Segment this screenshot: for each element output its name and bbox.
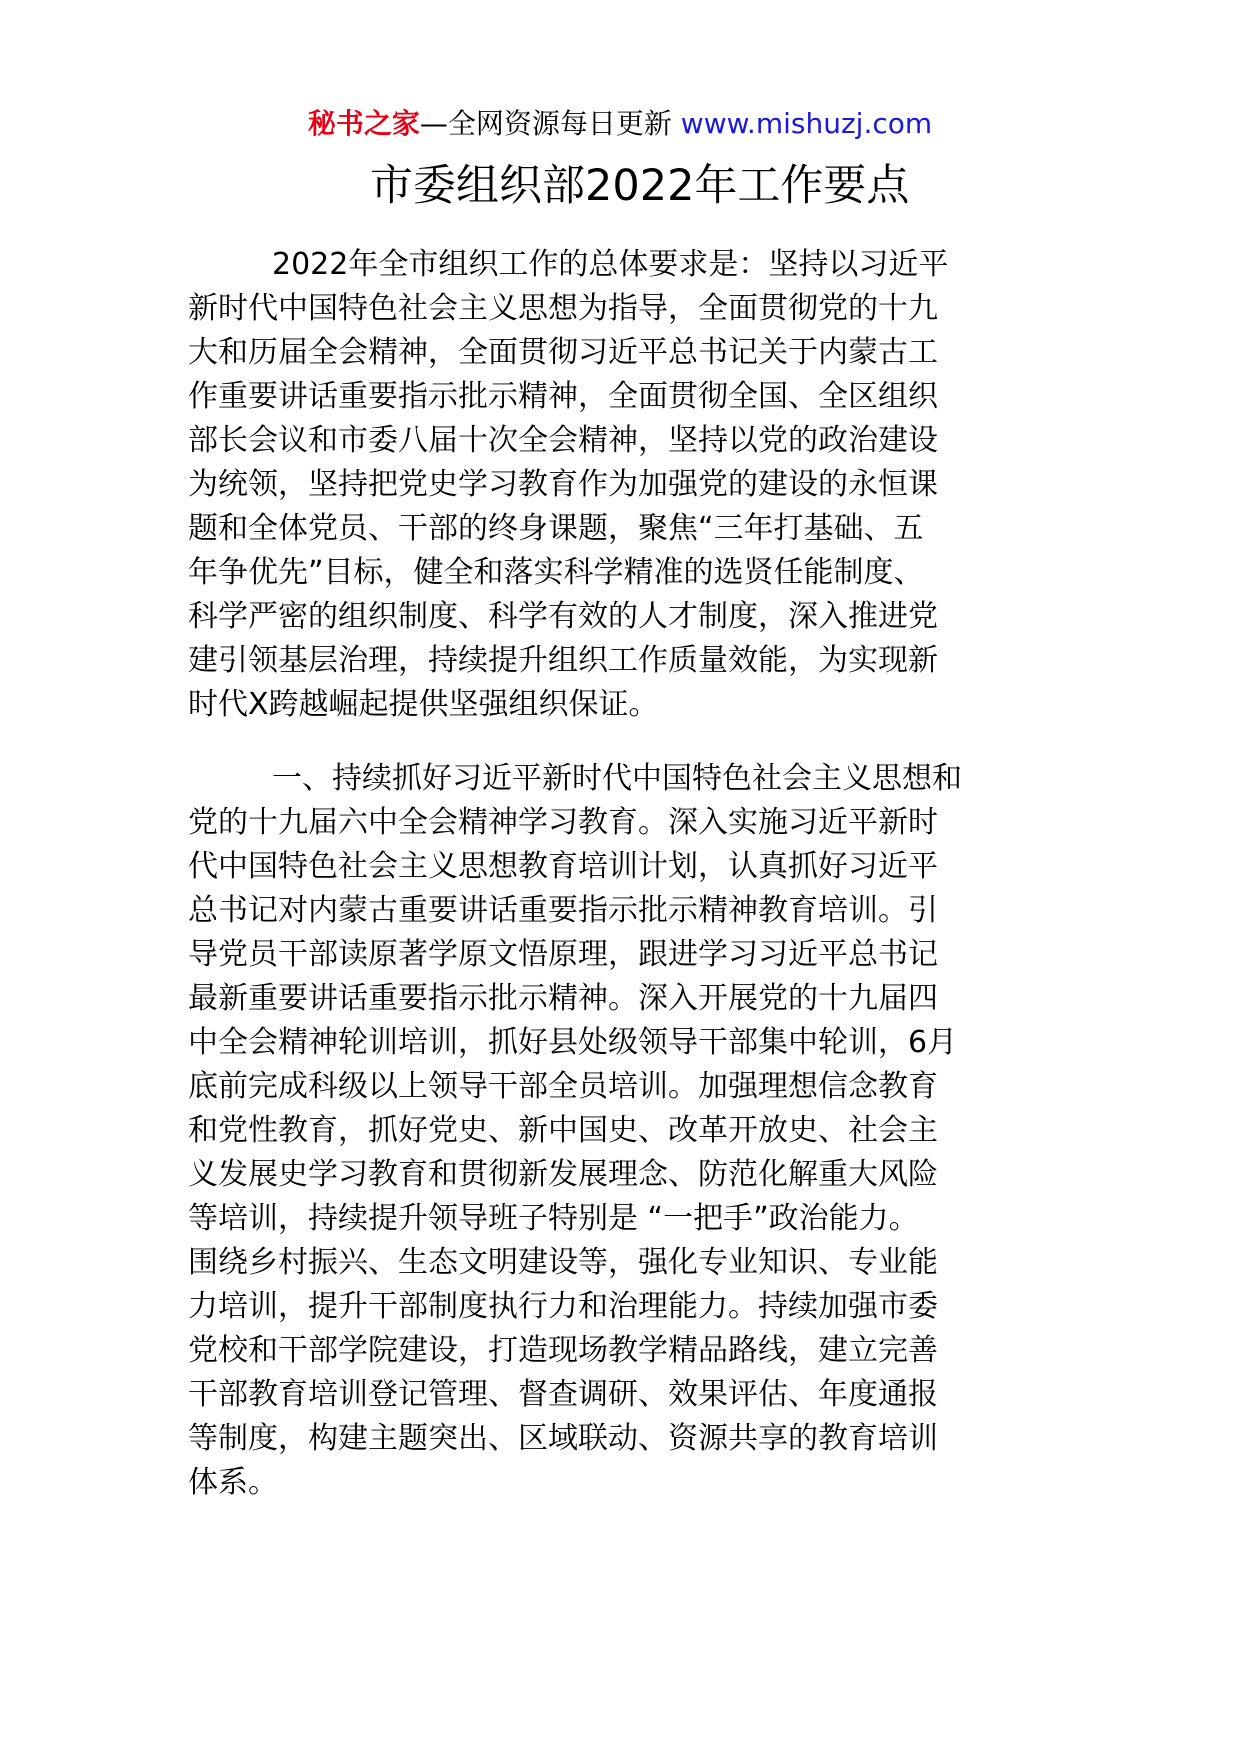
- text-line: 总书记对内蒙古重要讲话重要指示批示精神教育培训。引: [188, 893, 938, 928]
- text-line: 部长会议和市委八届十次全会精神，坚持以党的政治建设: [188, 423, 938, 458]
- text-line: 科学严密的组织制度、科学有效的人才制度，深入推进党: [188, 599, 938, 634]
- text-line: 为统领，坚持把党史学习教育作为加强党的建设的永恒课: [188, 467, 938, 502]
- text-line: 题和全体党员、干部的终身课题，聚焦“三年打基础、五: [188, 511, 924, 546]
- text-line: 大和历届全会精神，全面贯彻习近平总书记关于内蒙古工: [188, 335, 938, 370]
- document-body: [188, 243, 1068, 1505]
- brand-name: 秘书之家: [307, 107, 420, 140]
- text-line: 党的十九届六中全会精神学习教育。深入实施习近平新时: [188, 805, 938, 840]
- text-line: 建引领基层治理，持续提升组织工作质量效能，为实现新: [188, 643, 938, 678]
- text-line: 等制度，构建主题突出、区域联动、资源共享的教育培训: [188, 1421, 938, 1456]
- text-line: 中全会精神轮训培训，抓好县处级领导干部集中轮训，6月: [188, 1025, 958, 1060]
- paragraph-spacer: [188, 727, 1068, 757]
- document-title: 市委组织部2022年工作要点: [370, 161, 910, 211]
- text-line: 义发展史学习教育和贯彻新发展理念、防范化解重大风险: [188, 1157, 938, 1192]
- site-url-link[interactable]: www.mishuzj.com: [680, 107, 933, 140]
- text-line: 等培训，持续提升领导班子特别是 “一把手”政治能力。: [188, 1201, 919, 1236]
- text-line: 2022年全市组织工作的总体要求是：坚持以习近平: [272, 247, 949, 282]
- text-line: 围绕乡村振兴、生态文明建设等，强化专业知识、专业能: [188, 1245, 938, 1280]
- text-line: 导党员干部读原著学原文悟原理，跟进学习习近平总书记: [188, 937, 938, 972]
- text-line: 底前完成科级以上领导干部全员培训。加强理想信念教育: [188, 1069, 938, 1104]
- text-line: 作重要讲话重要指示批示精神，全面贯彻全国、全区组织: [188, 379, 938, 414]
- text-line: 时代X跨越崛起提供坚强组织保证。: [188, 687, 659, 722]
- text-line: 干部教育培训登记管理、督查调研、效果评估、年度通报: [188, 1377, 938, 1412]
- text-line: 党校和干部学院建设，打造现场教学精品路线，建立完善: [188, 1333, 938, 1368]
- site-banner: [0, 104, 1240, 144]
- text-line: 力培训，提升干部制度执行力和治理能力。持续加强市委: [188, 1289, 938, 1324]
- paragraph-intro: [188, 243, 1068, 727]
- banner-tagline: —全网资源每日更新: [419, 107, 672, 140]
- text-line: 体系。: [188, 1465, 278, 1500]
- text-line: 代中国特色社会主义思想教育培训计划，认真抓好习近平: [188, 849, 938, 884]
- text-line: 年争优先”目标，健全和落实科学精准的选贤任能制度、: [188, 555, 924, 590]
- paragraph-section-one: [188, 757, 1068, 1505]
- text-line: 新时代中国特色社会主义思想为指导，全面贯彻党的十九: [188, 291, 938, 326]
- text-line: 最新重要讲话重要指示批示精神。深入开展党的十九届四: [188, 981, 938, 1016]
- text-line: 和党性教育，抓好党史、新中国史、改革开放史、社会主: [188, 1113, 938, 1148]
- text-line: 一、持续抓好习近平新时代中国特色社会主义思想和: [272, 761, 962, 796]
